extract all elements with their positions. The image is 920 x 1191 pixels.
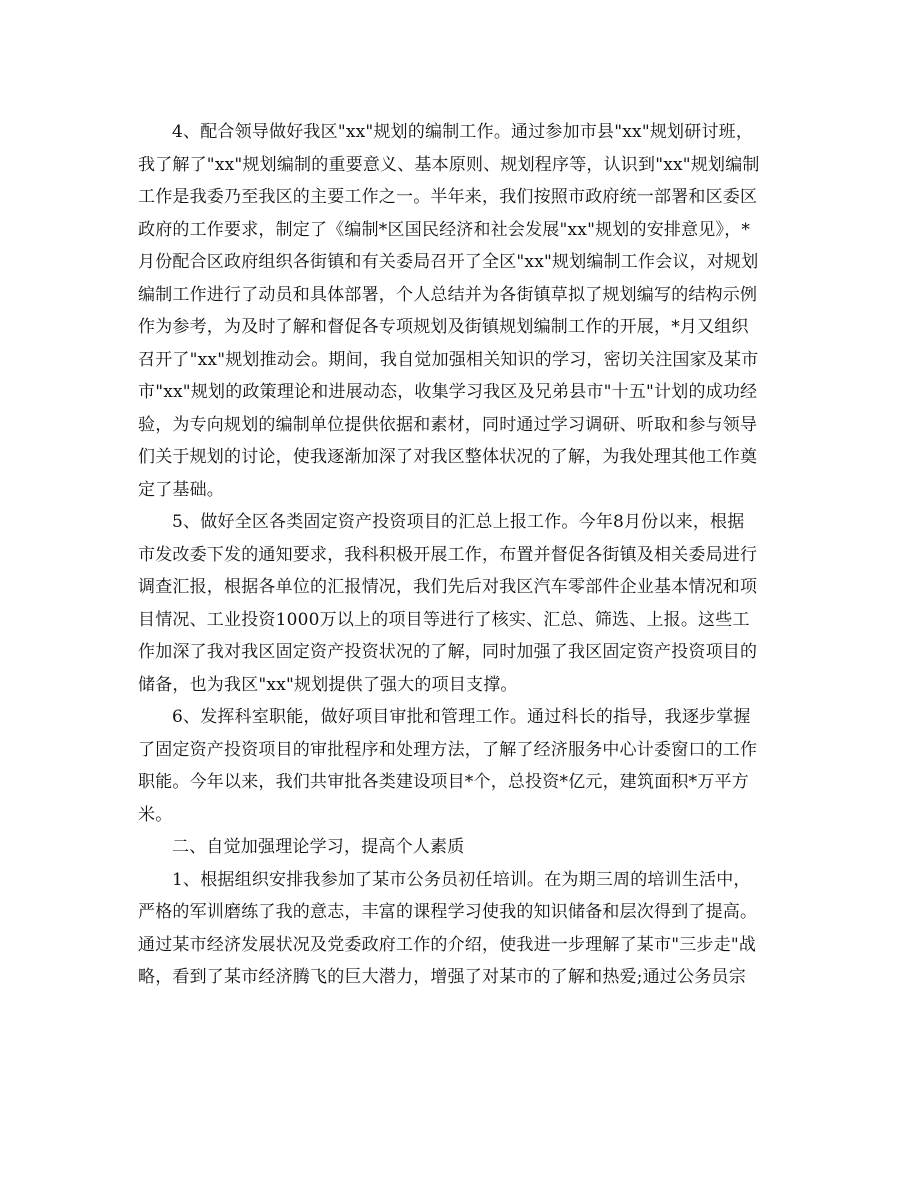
text-line: 月份配合区政府组织各街镇和有关委局召开了全区"xx"规划编制工作会议，对规划 <box>138 252 759 272</box>
text-line: 政府的工作要求，制定了《编制*区国民经济和社会发展"xx"规划的安排意见》，* <box>138 219 751 240</box>
text-line: 编制工作进行了动员和具体部署，个人总结并为各街镇草拟了规划编写的结构示例 <box>138 284 758 305</box>
section-heading-2 <box>138 831 798 864</box>
section-heading: 二、自觉加强理论学习，提高个人素质 <box>172 837 465 857</box>
text-line: 调查汇报，根据各单位的汇报情况，我们先后对我区汽车零部件企业基本情况和项 <box>138 577 758 597</box>
text-line: 1、根据组织安排我参加了某市公务员初任培训。在为期三周的培训生活中， <box>172 869 751 890</box>
text-line: 召开了"xx"规划推动会。期间，我自觉加强相关知识的学习，密切关注国家及某市 <box>138 349 759 370</box>
text-line: 我了解了"xx"规划编制的重要意义、基本原则、规划程序等，认识到"xx"规划编制 <box>138 154 760 175</box>
text-line: 定了基础。 <box>138 479 224 500</box>
paragraph-6 <box>138 701 798 831</box>
paragraph-4 <box>138 116 798 506</box>
text-line: 作加深了我对我区固定资产投资状况的了解，同时加强了我区固定资产投资项目的 <box>138 642 758 662</box>
text-line: 验，为专向规划的编制单位提供依据和素材，同时通过学习调研、听取和参与领导 <box>138 414 758 435</box>
paragraph-5 <box>138 506 798 701</box>
text-line: 6、发挥科室职能，做好项目审批和管理工作。通过科长的指导，我逐步掌握 <box>172 707 751 727</box>
text-line: 米。 <box>138 804 173 825</box>
text-line: 市"xx"规划的政策理论和进展动态，收集学习我区及兄弟县市"十五"计划的成功经 <box>138 382 758 402</box>
text-line: 目情况、工业投资1000万以上的项目等进行了核实、汇总、筛选、上报。这些工 <box>138 609 750 630</box>
text-line: 5、做好全区各类固定资产投资项目的汇总上报工作。今年8月份以来，根据 <box>172 512 745 532</box>
text-line: 通过某市经济发展状况及党委政府工作的介绍，使我进一步理解了某市"三步走"战 <box>138 934 757 955</box>
text-line: 了固定资产投资项目的审批程序和处理方法，了解了经济服务中心计委窗口的工作 <box>138 739 758 760</box>
text-line: 4、配合领导做好我区"xx"规划的编制工作。通过参加市县"xx"规划研讨班， <box>172 122 754 142</box>
text-line: 市发改委下发的通知要求，我科积极开展工作，布置并督促各街镇及相关委局进行 <box>138 544 758 565</box>
document-body <box>138 116 798 994</box>
text-line: 工作是我委乃至我区的主要工作之一。半年来，我们按照市政府统一部署和区委区 <box>138 187 758 207</box>
text-line: 略，看到了某市经济腾飞的巨大潜力，增强了对某市的了解和热爱;通过公务员宗 <box>138 967 746 987</box>
text-line: 作为参考，为及时了解和督促各专项规划及街镇规划编制工作的开展，*月又组织 <box>138 317 749 337</box>
paragraph-2-1 <box>138 864 798 994</box>
text-line: 储备，也为我区"xx"规划提供了强大的项目支撑。 <box>138 674 518 695</box>
text-line: 职能。今年以来，我们共审批各类建设项目*个，总投资*亿元，建筑面积*万平方 <box>138 772 749 792</box>
text-line: 严格的军训磨练了我的意志，丰富的课程学习使我的知识储备和层次得到了提高。 <box>138 902 758 922</box>
text-line: 们关于规划的讨论，使我逐渐加深了对我区整体状况的了解，为我处理其他工作奠 <box>138 447 758 467</box>
